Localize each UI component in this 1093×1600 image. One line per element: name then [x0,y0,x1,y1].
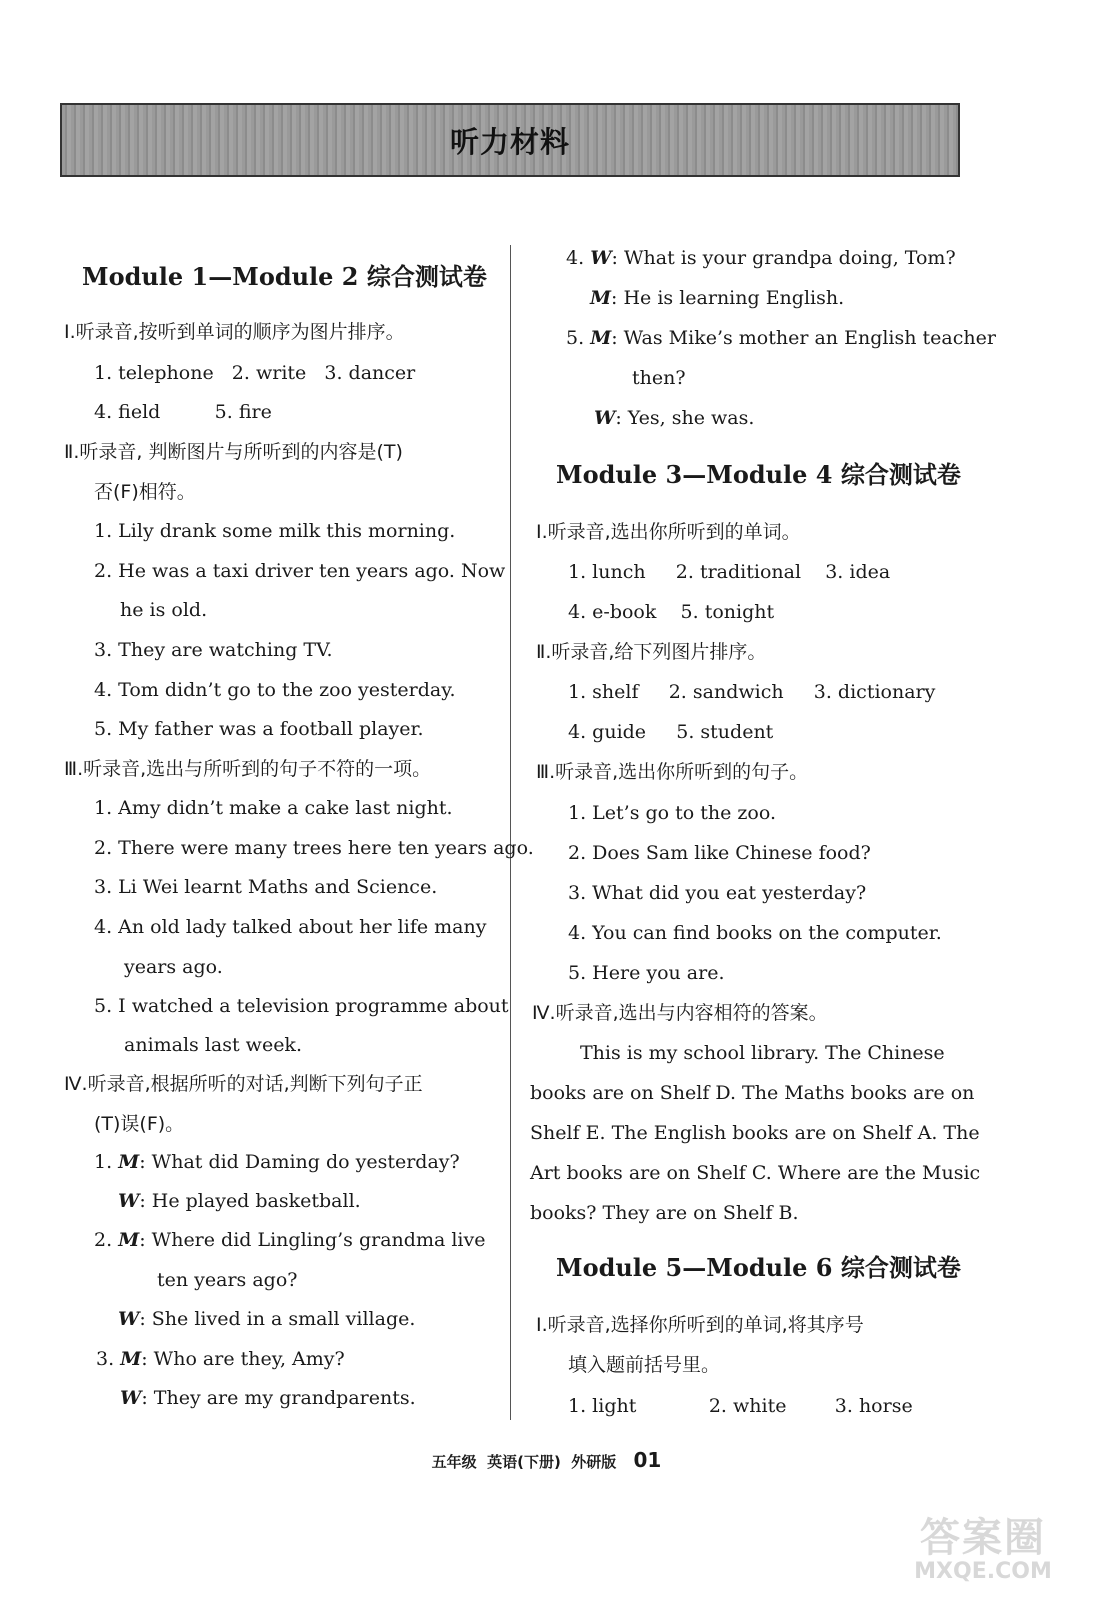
dialogue-line: 3. M: Who are they, Amy? [96,1348,345,1370]
list-item: 4. You can find books on the computer. [568,922,942,944]
section-label: 填入题前括号里。 [568,1354,721,1376]
section-label: Ⅲ.听录音,选出你所听到的句子。 [536,761,809,783]
module-heading: Module 1—Module 2 综合测试卷 [82,262,487,291]
paragraph-line: books? They are on Shelf B. [530,1202,799,1224]
dialogue-line: W: He played basketball. [118,1190,361,1212]
word-row: 4. e-book 5. tonight [568,601,775,623]
column-divider [510,245,511,1420]
word-row: 1. light 2. white 3. horse [568,1395,913,1417]
list-item: animals last week. [124,1034,302,1056]
dialogue-line: W: Yes, she was. [594,407,755,429]
section-label: Ⅱ.听录音,给下列图片排序。 [536,641,767,663]
section-label: Ⅳ.听录音,选出与内容相符的答案。 [532,1002,828,1024]
list-item: 2. He was a taxi driver ten years ago. Now [94,560,506,582]
section-label: Ⅰ.听录音,选出你所听到的单词。 [536,521,801,543]
list-item: 1. Let’s go to the zoo. [568,802,776,824]
list-item: 4. Tom didn’t go to the zoo yesterday. [94,679,456,701]
section-label: Ⅳ.听录音,根据所听的对话,判断下列句子正 [64,1073,423,1095]
footer-text: 五年级 英语(下册) 外研版 [431,1453,617,1471]
list-item: 2. Does Sam like Chinese food? [568,842,871,864]
module-heading: Module 5—Module 6 综合测试卷 [556,1253,961,1282]
list-item: 3. Li Wei learnt Maths and Science. [94,876,438,898]
dialogue-line: 2. M: Where did Lingling’s grandma live [94,1229,486,1251]
word-row: 4. guide 5. student [568,721,774,743]
dialogue-line: 1. M: What did Daming do yesterday? [94,1151,460,1173]
list-item: 1. Lily drank some milk this morning. [94,520,456,542]
section-label: (T)误(F)。 [94,1113,185,1135]
page-title: 听力材料 [449,124,570,159]
dialogue-line: M: He is learning English. [590,287,845,309]
section-label: Ⅰ.听录音,选择你所听到的单词,将其序号 [536,1314,864,1336]
list-item: 5. Here you are. [568,962,725,984]
watermark-text: 答案圈 [920,1515,1046,1561]
paragraph-line: Shelf E. The English books are on Shelf A. The [530,1122,980,1144]
list-item: he is old. [120,599,208,621]
list-item: years ago. [124,956,223,978]
dialogue-line: 5. M: Was Mike’s mother an English teacher [566,327,996,349]
dialogue-line: 4. W: What is your grandpa doing, Tom? [566,247,956,269]
list-item: 1. Amy didn’t make a cake last night. [94,797,453,819]
list-item: 3. They are watching TV. [94,639,333,661]
word-row: 4. field 5. fire [94,401,272,423]
page-footer [0,1448,1093,1472]
section-label: Ⅱ.听录音, 判断图片与所听到的内容是(T) [64,441,403,463]
paragraph-line: This is my school library. The Chinese [580,1042,945,1064]
paragraph-line: Art books are on Shelf C. Where are the Music [530,1162,981,1184]
module-heading: Module 3—Module 4 综合测试卷 [556,460,961,489]
word-row: 1. shelf 2. sandwich 3. dictionary [568,681,936,703]
list-item: 5. I watched a television programme about [94,995,509,1017]
list-item: 2. There were many trees here ten years ago. [94,837,534,859]
dialogue-line: W: She lived in a small village. [118,1308,416,1330]
page-number: 01 [633,1448,662,1472]
list-item: 3. What did you eat yesterday? [568,882,867,904]
list-item: 5. My father was a football player. [94,718,424,740]
title-banner [60,103,960,177]
paragraph-line: books are on Shelf D. The Maths books are on [530,1082,975,1104]
list-item: 4. An old lady talked about her life many [94,916,487,938]
dialogue-line: W: They are my grandparents. [120,1387,416,1409]
dialogue-line: ten years ago? [157,1269,298,1291]
section-label: Ⅰ.听录音,按听到单词的顺序为图片排序。 [64,321,405,343]
section-label: Ⅲ.听录音,选出与所听到的句子不符的一项。 [64,758,432,780]
section-label: 否(F)相符。 [94,481,196,503]
word-row: 1. lunch 2. traditional 3. idea [568,561,891,583]
watermark-url: MXQE.COM [914,1559,1052,1584]
word-row: 1. telephone 2. write 3. dancer [94,362,416,384]
watermark-logo [893,1515,1073,1590]
dialogue-line: then? [632,367,686,389]
